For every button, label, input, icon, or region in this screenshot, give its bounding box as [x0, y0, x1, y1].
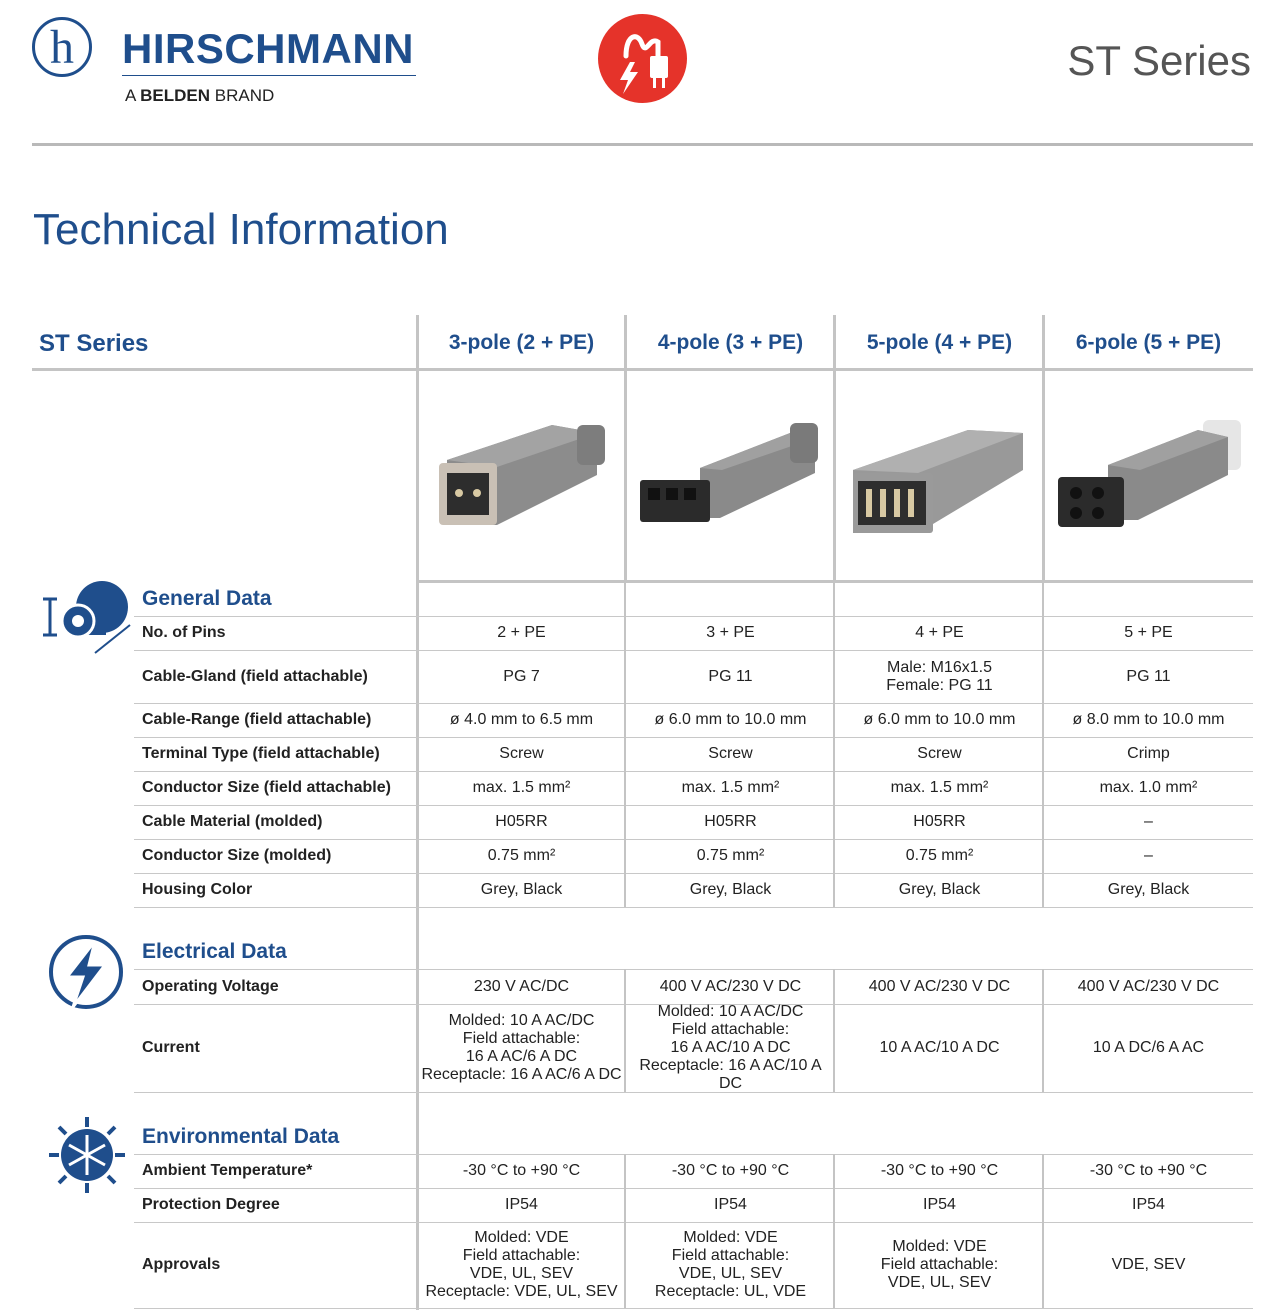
brand-tagline: [125, 86, 274, 106]
row-label: Protection Degree: [142, 1196, 280, 1213]
table-cell: [627, 839, 834, 873]
cell-line: 400 V AC/230 V DC: [1077, 977, 1220, 995]
cell-line: IP54: [505, 1196, 538, 1213]
cell-line: Receptacle: 16 A AC/6 A DC: [421, 1066, 622, 1083]
column-divider: [624, 737, 626, 771]
column-header: 4-pole (3 + PE): [657, 331, 804, 354]
table-cell: [1045, 873, 1252, 907]
column-divider: [624, 873, 626, 907]
table-cell: [627, 969, 834, 1004]
table-cell: [1045, 771, 1252, 805]
column-divider: [624, 370, 627, 580]
row-label: Terminal Type (field attachable): [142, 745, 380, 762]
table-cell: [418, 1154, 625, 1188]
cell-line: VDE, UL, SEV: [678, 1265, 783, 1282]
cell-line: Molded: 10 A AC/DC: [448, 1012, 595, 1029]
table-cell: [627, 805, 834, 839]
table-cell: [627, 1222, 834, 1308]
cell-line: VDE, SEV: [1111, 1256, 1186, 1273]
header-divider: [32, 143, 1253, 146]
row-label: No. of Pins: [142, 624, 226, 641]
cell-line: Grey, Black: [1107, 881, 1190, 898]
table-cell: [836, 873, 1043, 907]
cell-line: Male: M16x1.5: [887, 658, 992, 676]
table-cell: [836, 703, 1043, 737]
cell-line: H05RR: [913, 813, 966, 830]
cell-line: 5 + PE: [1124, 624, 1173, 641]
cell-line: H05RR: [495, 813, 548, 830]
cell-line: max. 1.5 mm²: [472, 779, 571, 796]
cell-line: 16 A AC/10 A DC: [670, 1039, 791, 1056]
cell-line: Receptacle: 16 A AC/10 A DC: [639, 1057, 822, 1092]
column-divider: [833, 703, 835, 737]
cell-line: Screw: [708, 745, 753, 762]
table-cell: [836, 839, 1043, 873]
table-cell: [627, 873, 834, 907]
column-header: 5-pole (4 + PE): [866, 331, 1013, 354]
table-cell: [1045, 1222, 1252, 1308]
table-cell: [836, 737, 1043, 771]
cell-line: -30 °C to +90 °C: [1089, 1162, 1208, 1179]
column-divider: [624, 1222, 626, 1308]
cell-line: Molded: VDE: [474, 1229, 569, 1246]
cell-line: 0.75 mm²: [487, 847, 556, 864]
cell-line: Field attachable:: [462, 1030, 581, 1047]
cell-line: Grey, Black: [480, 881, 563, 898]
brand-name: HIRSCHMANN: [122, 25, 414, 72]
column-divider: [833, 616, 835, 650]
column-divider: [1042, 771, 1044, 805]
column-divider: [624, 616, 626, 650]
column-divider: [624, 839, 626, 873]
table-cell: [418, 839, 625, 873]
cell-line: max. 1.0 mm²: [1099, 779, 1198, 796]
cell-line: Molded: VDE: [683, 1229, 778, 1246]
row-label: Operating Voltage: [142, 977, 279, 995]
cell-line: 230 V AC/DC: [473, 977, 570, 995]
row-divider: [134, 907, 1253, 908]
table-cell: [418, 1188, 625, 1222]
cell-line: Molded: 10 A AC/DC: [657, 1003, 804, 1020]
column-divider: [1042, 583, 1044, 616]
cell-line: 4 + PE: [915, 624, 964, 641]
table-cell: [836, 805, 1043, 839]
column-divider: [624, 650, 626, 703]
table-cell: [627, 1004, 834, 1092]
cell-line: PG 11: [1126, 667, 1171, 685]
cell-line: -30 °C to +90 °C: [880, 1162, 999, 1179]
cell-line: 3 + PE: [706, 624, 755, 641]
table-cell: [1045, 969, 1252, 1004]
lightning-icon: [47, 933, 125, 1016]
cell-line: Screw: [917, 745, 962, 762]
column-divider: [833, 737, 835, 771]
table-cell: [1045, 737, 1252, 771]
table-cell: [836, 771, 1043, 805]
cell-line: 10 A AC/10 A DC: [879, 1039, 1000, 1056]
table-cell: [418, 771, 625, 805]
table-cell: [627, 1188, 834, 1222]
cell-line: -30 °C to +90 °C: [462, 1162, 581, 1179]
table-cell: [627, 703, 834, 737]
column-divider: [1042, 737, 1044, 771]
column-divider: [1042, 1188, 1044, 1222]
product-image-4-pole: [640, 408, 820, 538]
cell-line: 10 A DC/6 A AC: [1092, 1039, 1205, 1056]
row-divider: [134, 1308, 1253, 1309]
cell-line: max. 1.5 mm²: [681, 779, 780, 796]
table-cell: [627, 771, 834, 805]
cell-line: ø 6.0 mm to 10.0 mm: [654, 711, 807, 728]
cell-line: 0.75 mm²: [905, 847, 974, 864]
cell-line: -30 °C to +90 °C: [671, 1162, 790, 1179]
table-cell: [627, 737, 834, 771]
row-label: Conductor Size (field attachable): [142, 779, 391, 796]
column-divider: [1042, 1154, 1044, 1188]
table-cell: [418, 737, 625, 771]
cell-line: max. 1.5 mm²: [890, 779, 989, 796]
snowflake-sun-icon: [45, 1115, 129, 1200]
column-divider: [1042, 1222, 1044, 1308]
column-divider: [624, 969, 626, 1004]
tag-bold: BELDEN: [140, 86, 211, 105]
table-cell: [1045, 1154, 1252, 1188]
table-cell: [418, 1222, 625, 1308]
table-cell: [1045, 805, 1252, 839]
logo-letter: h: [50, 21, 74, 74]
table-cell: [1045, 1004, 1252, 1092]
product-image-3-pole: [437, 405, 607, 540]
column-divider: [624, 1154, 626, 1188]
cell-line: PG 7: [503, 667, 540, 685]
product-image-5-pole: [848, 415, 1028, 545]
row-divider: [134, 1092, 1253, 1093]
table-cell: [1045, 703, 1252, 737]
column-divider: [1042, 315, 1045, 368]
cell-line: Female: PG 11: [886, 676, 993, 694]
row-label: Conductor Size (molded): [142, 847, 332, 864]
row-label: Cable Material (molded): [142, 813, 323, 830]
cell-line: Crimp: [1127, 745, 1170, 762]
cell-line: IP54: [714, 1196, 747, 1213]
cell-line: 0.75 mm²: [696, 847, 765, 864]
column-divider: [624, 805, 626, 839]
table-cell: [836, 1222, 1043, 1308]
column-divider: [833, 1222, 835, 1308]
column-divider: [624, 771, 626, 805]
cable-dimension-icon: [40, 577, 135, 662]
cell-line: PG 11: [708, 667, 753, 685]
cell-line: –: [1144, 847, 1153, 864]
cell-line: Molded: VDE: [892, 1238, 987, 1255]
column-divider: [833, 370, 836, 580]
column-divider: [1042, 873, 1044, 907]
cell-line: Field attachable:: [671, 1247, 790, 1264]
row-label: Housing Color: [142, 881, 253, 898]
column-divider: [1042, 839, 1044, 873]
column-divider: [1042, 703, 1044, 737]
section-title: Environmental Data: [142, 1125, 340, 1148]
column-divider: [624, 1004, 626, 1092]
column-divider: [624, 583, 626, 616]
cell-line: 2 + PE: [497, 624, 546, 641]
table-cell: [836, 1154, 1043, 1188]
power-connector-icon: [598, 14, 687, 103]
column-divider: [833, 839, 835, 873]
cell-line: IP54: [1132, 1196, 1165, 1213]
column-divider: [833, 873, 835, 907]
row-label: Current: [142, 1039, 200, 1056]
column-divider: [1042, 969, 1044, 1004]
row-label: Approvals: [142, 1256, 221, 1273]
row-label: Cable-Gland (field attachable): [142, 667, 368, 685]
cell-line: ø 6.0 mm to 10.0 mm: [863, 711, 1016, 728]
tag-prefix: A: [125, 86, 136, 105]
column-divider: [833, 969, 835, 1004]
table-cell: [418, 616, 625, 650]
cell-line: Receptacle: VDE, UL, SEV: [425, 1283, 618, 1300]
cell-line: Grey, Black: [689, 881, 772, 898]
table-cell: [418, 650, 625, 703]
table-cell: [418, 873, 625, 907]
table-cell: [1045, 839, 1252, 873]
hirschmann-logo-icon: [32, 17, 92, 77]
column-divider: [624, 703, 626, 737]
series-title: ST Series: [1067, 37, 1251, 84]
table-cell: [1045, 650, 1252, 703]
table-cell: [1045, 1188, 1252, 1222]
cell-line: 400 V AC/230 V DC: [659, 977, 802, 995]
cell-line: –: [1144, 813, 1153, 830]
column-divider: [833, 315, 836, 368]
cell-line: H05RR: [704, 813, 757, 830]
table-cell: [418, 703, 625, 737]
brand-underline: [122, 75, 416, 76]
table-cell: [627, 616, 834, 650]
table-cell: [836, 1188, 1043, 1222]
column-divider: [833, 771, 835, 805]
image-row-rule: [417, 580, 1253, 583]
cell-line: VDE, UL, SEV: [887, 1274, 992, 1291]
column-header: 6-pole (5 + PE): [1075, 331, 1222, 354]
cell-line: Field attachable:: [671, 1021, 790, 1038]
table-cell: [836, 969, 1043, 1004]
column-divider: [1042, 370, 1045, 580]
section-title: General Data: [142, 587, 272, 610]
cell-line: Field attachable:: [462, 1247, 581, 1264]
cell-line: ø 8.0 mm to 10.0 mm: [1072, 711, 1225, 728]
cell-line: 400 V AC/230 V DC: [868, 977, 1011, 995]
column-divider: [833, 583, 835, 616]
table-cell: [418, 805, 625, 839]
cell-line: Field attachable:: [880, 1256, 999, 1273]
column-divider: [833, 1004, 835, 1092]
table-cell: [836, 616, 1043, 650]
column-divider: [624, 1188, 626, 1222]
cell-line: 16 A AC/6 A DC: [465, 1048, 578, 1065]
table-series-label: ST Series: [39, 330, 149, 357]
column-divider: [624, 315, 627, 368]
table-cell: [627, 1154, 834, 1188]
cell-line: VDE, UL, SEV: [469, 1265, 574, 1282]
product-image-6-pole: [1058, 415, 1243, 540]
column-divider: [1042, 616, 1044, 650]
column-divider: [833, 805, 835, 839]
column-divider: [1042, 650, 1044, 703]
table-cell: [836, 1004, 1043, 1092]
table-cell: [418, 1004, 625, 1092]
cell-line: ø 4.0 mm to 6.5 mm: [449, 711, 594, 728]
tag-suffix: BRAND: [214, 86, 275, 105]
cell-line: Receptacle: UL, VDE: [654, 1283, 807, 1300]
table-cell: [418, 969, 625, 1004]
column-divider: [1042, 805, 1044, 839]
table-cell: [627, 650, 834, 703]
page-title: Technical Information: [33, 205, 449, 254]
table-cell: [836, 650, 1043, 703]
section-title: Electrical Data: [142, 940, 287, 963]
column-divider: [1042, 1004, 1044, 1092]
cell-line: Screw: [499, 745, 544, 762]
row-label: Ambient Temperature*: [142, 1162, 313, 1179]
column-header: 3-pole (2 + PE): [448, 331, 595, 354]
column-divider: [833, 1188, 835, 1222]
column-divider: [833, 1154, 835, 1188]
column-divider: [833, 650, 835, 703]
table-header-rule: [32, 368, 1253, 371]
cell-line: Grey, Black: [898, 881, 981, 898]
cell-line: IP54: [923, 1196, 956, 1213]
table-cell: [1045, 616, 1252, 650]
row-label: Cable-Range (field attachable): [142, 711, 372, 728]
